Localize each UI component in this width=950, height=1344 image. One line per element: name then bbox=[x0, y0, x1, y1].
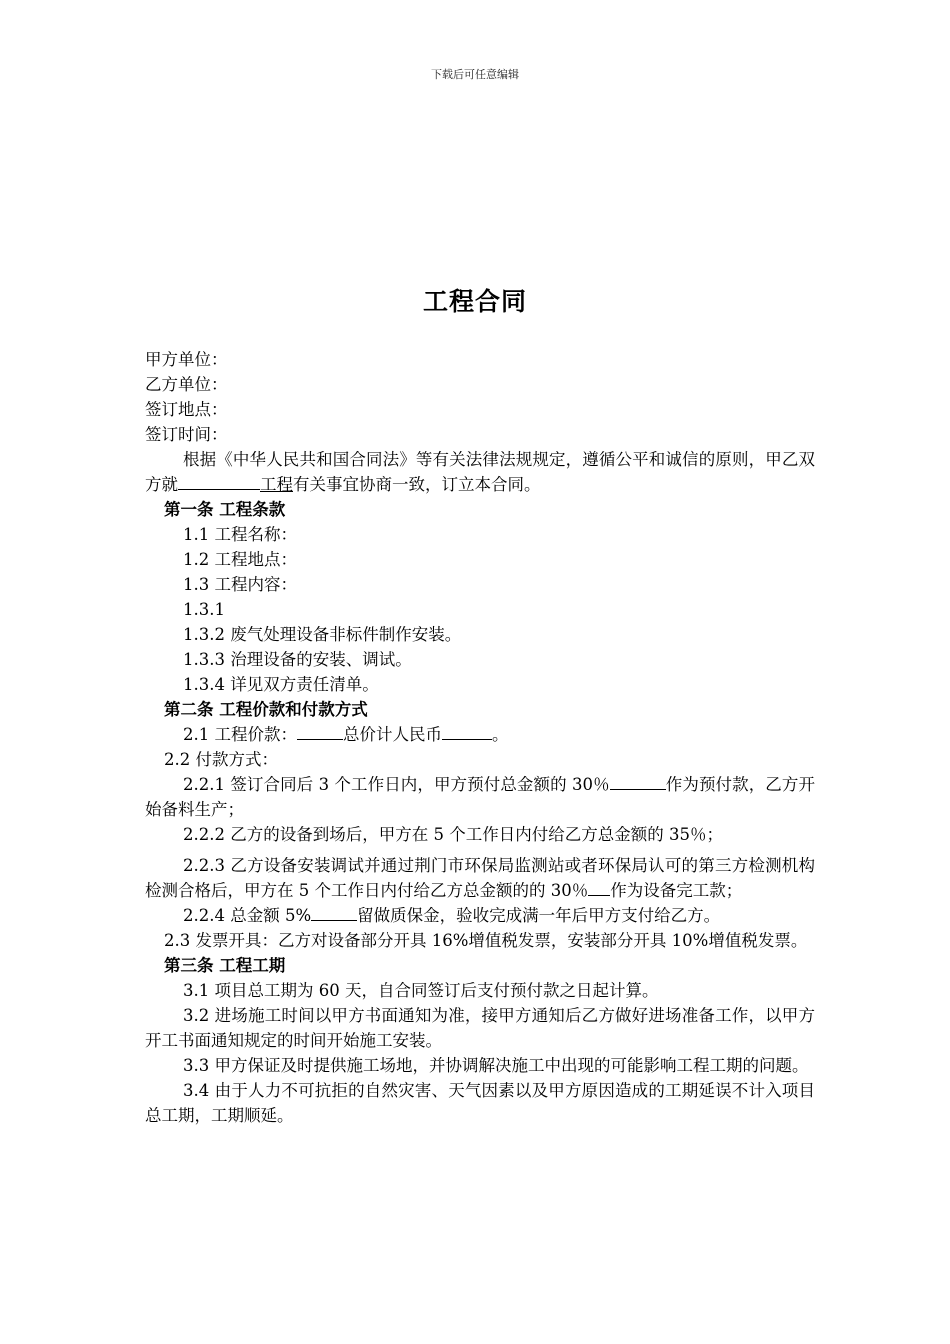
intro-underlined: 工程 bbox=[260, 475, 293, 494]
clause-text-end: 作为设备完工款； bbox=[610, 881, 743, 900]
clause-text: 2.2.4 总金额 5% bbox=[183, 906, 312, 925]
payment-title: 2.2 付款方式： bbox=[164, 750, 278, 769]
list-item: 1.3.3 治理设备的安装、调试。 bbox=[183, 650, 412, 669]
intro-paragraph bbox=[145, 447, 815, 497]
header-note: 下载后可任意编辑 bbox=[431, 68, 519, 81]
list-item: 1.3.1 bbox=[183, 600, 225, 619]
clause-text-end: 作为预付款，乙方开始备料生产； bbox=[145, 775, 815, 819]
list-item: 1.2 工程地点： bbox=[183, 550, 297, 569]
list-item: 1.3.2 废气处理设备非标件制作安装。 bbox=[183, 625, 462, 644]
clause-3-1: 3.1 项目总工期为 60 天，自合同签订后支付预付款之日起计算。 bbox=[183, 981, 659, 1000]
price-total-label: 总价计人民币 bbox=[343, 725, 442, 744]
clause-blank bbox=[610, 773, 666, 790]
sign-place-field: 签订地点： bbox=[145, 400, 228, 419]
clause-blank bbox=[588, 879, 610, 896]
contract-body bbox=[145, 347, 815, 1128]
project-blank bbox=[178, 473, 260, 490]
price-blank bbox=[297, 723, 343, 740]
price-end: 。 bbox=[492, 725, 509, 744]
sign-time-field: 签订时间： bbox=[145, 425, 228, 444]
party-a-field: 甲方单位： bbox=[145, 350, 228, 369]
intro-text: 根据《中华人民共和国合同法》等有关法律法规规定，遵循公平和诚信的原则，甲乙双方就 bbox=[145, 450, 815, 494]
clause-3-2: 3.2 进场施工时间以甲方书面通知为准，接甲方通知后乙方做好进场准备工作，以甲方开工书面通知规定的时间开始施工安装。 bbox=[145, 1006, 815, 1050]
clause-2-2-3 bbox=[145, 853, 815, 903]
clause-text: 2.2.3 乙方设备安装调试并通过荆门市环保局监测站或者环保局认可的第三方检测机构检测合格后，甲方在 5 个工作日内付给乙方总金额的的 30％ bbox=[145, 856, 815, 900]
document-title: 工程合同 bbox=[422, 287, 527, 316]
price-clause bbox=[145, 722, 815, 747]
clause-2-2-2: 2.2.2 乙方的设备到场后，甲方在 5 个工作日内付给乙方总金额的 35％； bbox=[183, 825, 723, 844]
clause-2-3: 2.3 发票开具：乙方对设备部分开具 16%增值税发票，安装部分开具 10%增值税发票。 bbox=[164, 931, 808, 950]
article3-heading: 第三条 工程工期 bbox=[164, 956, 286, 975]
clause-text-end: 留做质保金，验收完成满一年后甲方支付给乙方。 bbox=[357, 906, 721, 925]
clause-text: 2.2.1 签订合同后 3 个工作日内，甲方预付总金额的 30％ bbox=[183, 775, 610, 794]
price-total-blank bbox=[442, 723, 492, 740]
list-item: 1.3 工程内容： bbox=[183, 575, 297, 594]
article2-heading: 第二条 工程价款和付款方式 bbox=[164, 700, 368, 719]
list-item: 1.1 工程名称： bbox=[183, 525, 297, 544]
party-b-field: 乙方单位： bbox=[145, 375, 228, 394]
article1-heading: 第一条 工程条款 bbox=[164, 500, 286, 519]
price-label: 2.1 工程价款： bbox=[183, 725, 297, 744]
clause-3-3: 3.3 甲方保证及时提供施工场地，并协调解决施工中出现的可能影响工程工期的问题。 bbox=[183, 1056, 809, 1075]
clause-2-2-4 bbox=[145, 903, 815, 928]
list-item: 1.3.4 详见双方责任清单。 bbox=[183, 675, 379, 694]
clause-3-4: 3.4 由于人力不可抗拒的自然灾害、天气因素以及甲方原因造成的工期延误不计入项目总工期，工期顺延。 bbox=[145, 1081, 815, 1125]
intro-text-end: 有关事宜协商一致，订立本合同。 bbox=[293, 475, 541, 494]
clause-blank bbox=[311, 904, 357, 921]
clause-2-2-1 bbox=[145, 772, 815, 822]
